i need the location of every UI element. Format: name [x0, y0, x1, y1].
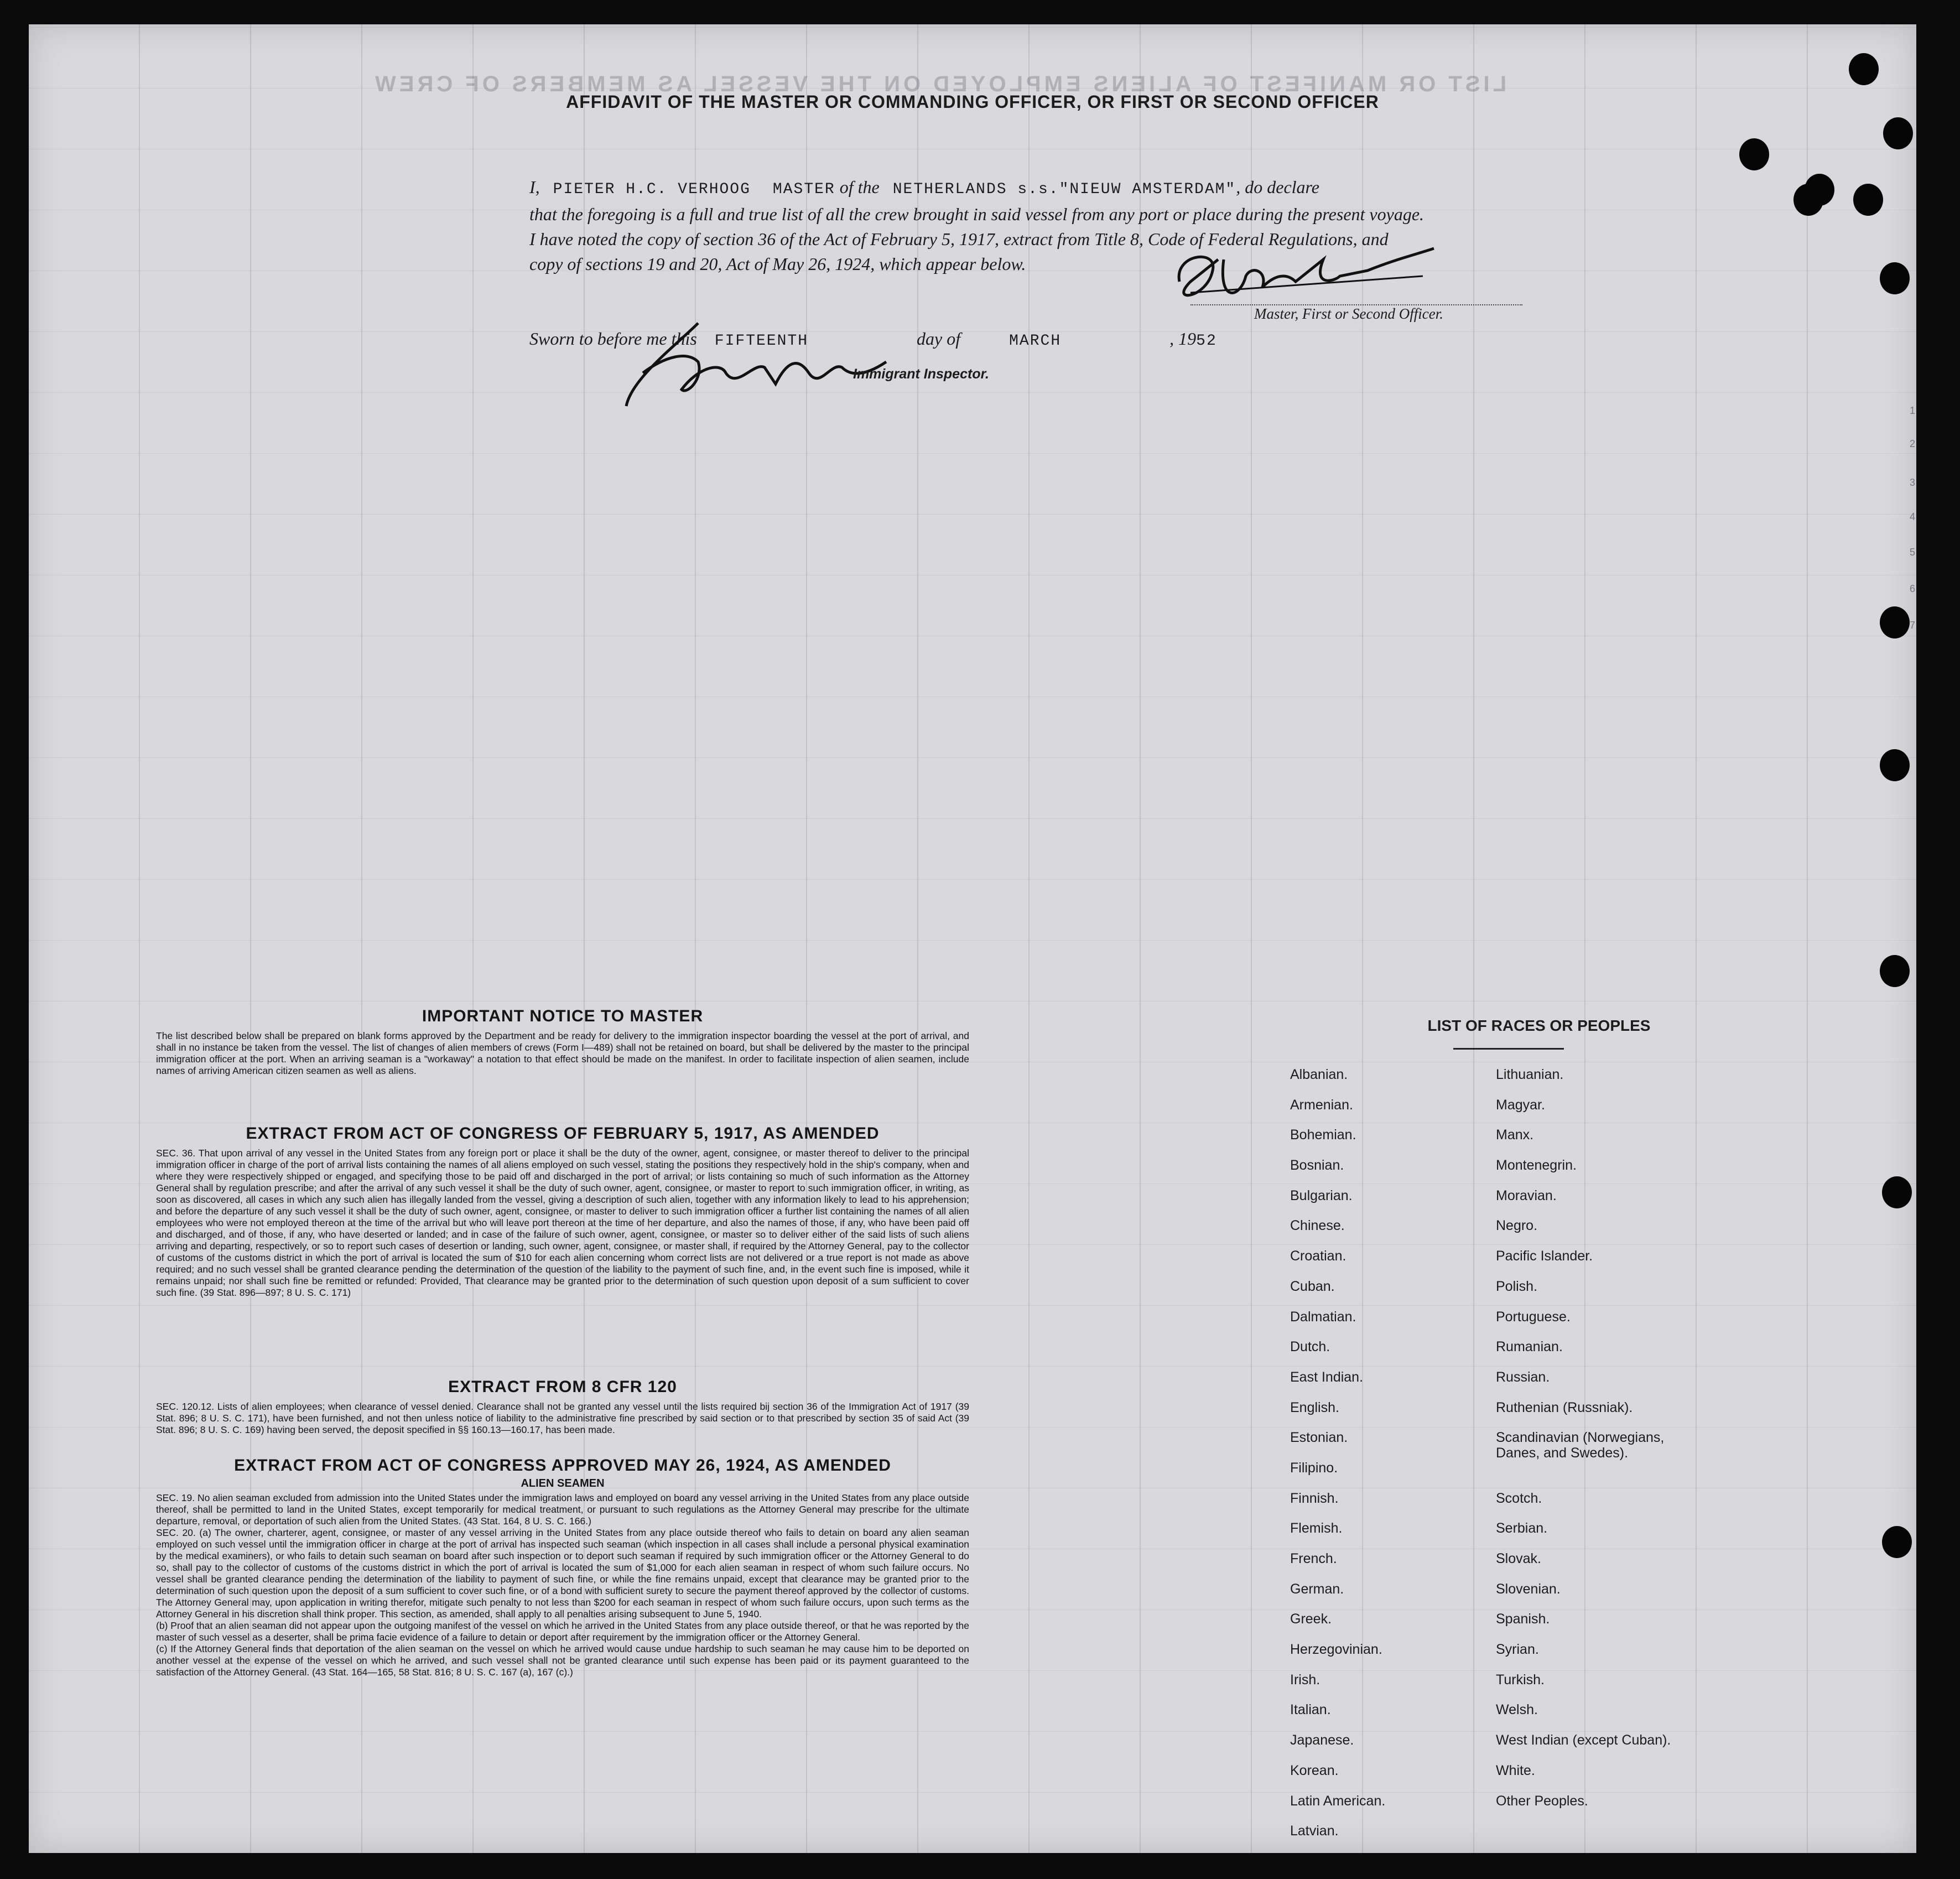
- race-item: Bulgarian.: [1290, 1187, 1353, 1203]
- extract-1924-subtitle: ALIEN SEAMEN: [521, 1477, 605, 1489]
- extract-cfr-title: EXTRACT FROM 8 CFR 120: [448, 1378, 677, 1396]
- race-item: Slovak.: [1496, 1551, 1541, 1566]
- punch-hole: [1739, 138, 1769, 170]
- year-prefix: , 19: [1169, 329, 1197, 349]
- race-item: Pacific Islander.: [1496, 1248, 1593, 1264]
- race-item: Flemish.: [1290, 1520, 1343, 1537]
- race-item: Russian.: [1496, 1369, 1550, 1385]
- extract-1917-body: SEC. 36. That upon arrival of any vessel in the United States from any foreign port or place it shall be the duty of the owner, agent, consignee, or master thereof to deliver to the principal immigration officer in charge of the port of arrival lists containing the names of all aliens employed on such vessel, stating the positions they respectively hold in the ship's company, when and where they were respectively shipped or engaged, and specifying those to be paid off and discharged in the port of arrival; or lists containing so much of such information as the Attorney General shall by regulation prescribe; and after the arrival of any such vessel it shall be the duty of such owner, agent, consignee, or master to report to such immigration officer, in writing, as soon as discovered, all cases in which any such alien has illegally landed from the vessel, giving a description of such alien, together with any information likely to lead to his apprehension; and before the departure of any such vessel it shall be the duty of such owner, agent, consignee, or master to deliver to such immigration officer a further list containing the names of all alien employees who were not employed thereon at the time of the arrival but who will leave port thereon at the time of her departure, and also the names of those, if any, who have been paid off and discharged, and of those, if any, who have deserted or landed; and in case of the failure of such owner, agent, consignee, or master so to deliver either of the said lists of such aliens arriving and departing, respectively, or so to report such cases of desertion or landing, such owner, agent, consignee, or master shall, if required by the Attorney General, pay to the collector of customs of the customs district in which the port of arrival is located the sum of $10 for each alien concerning whom correct lists are not delivered or a true report is not made as above required; and no such vessel shall be granted clearance pending the determination of the question of the liability to the payment of such fine, and, in the event such fine is imposed, while it remains unpaid; nor shall such fine be remitted or refunded: Provided, That clearance may be granted prior to the determination of such question upon deposit of a sum sufficient to cover such fine. (39 Stat. 896—897; 8 U. S. C. 171): [156, 1148, 969, 1298]
- races-right-column: [1496, 1067, 1671, 1823]
- extract-1924-sec20c: (c) If the Attorney General finds that deportation of the alien seaman on the vessel on which he arrived would cause undue hardship to such seaman he may cause him to be deported on another vessel at the expense of the vessel on which he arrived, and such vessel shall not be granted clearance until such expense has been paid or its payment guaranteed to the satisfaction of the Attorney General. (43 Stat. 164—165, 58 Stat. 816; 8 U. S. C. 167 (a), 167 (c).): [156, 1643, 969, 1678]
- inspector-caption: Immigrant Inspector.: [853, 366, 989, 382]
- extract-1924-sec20b: (b) Proof that an alien seaman did not appear upon the outgoing manifest of the vessel on which he arrived in the United States from any place outside thereof, or that he was reported by the master of such vessel as a deserter, shall be prima facie evidence of a failure to detain or deport after requirement by the immigration officer or the Attorney General.: [156, 1620, 969, 1643]
- race-item: Latin American.: [1290, 1793, 1386, 1809]
- races-title: LIST OF RACES OR PEOPLES: [1427, 1017, 1651, 1034]
- punch-hole: [1883, 117, 1913, 149]
- race-item: Magyar.: [1496, 1097, 1545, 1113]
- race-item: Filipino.: [1290, 1460, 1338, 1476]
- race-item: Chinese.: [1290, 1218, 1345, 1234]
- race-item: Welsh.: [1496, 1702, 1538, 1718]
- races-rule: [1453, 1048, 1564, 1050]
- race-item: Greek.: [1290, 1611, 1332, 1627]
- sworn-year: 52: [1196, 333, 1217, 350]
- declare-suffix: , do declare: [1236, 177, 1319, 197]
- punch-hole: [1853, 184, 1883, 216]
- sworn-month: MARCH: [1009, 333, 1062, 350]
- row-number: 5: [1910, 547, 1916, 558]
- race-item: Korean.: [1290, 1762, 1339, 1778]
- punch-hole: [1849, 53, 1879, 85]
- race-item: Manx.: [1496, 1127, 1534, 1143]
- notice-body: The list described below shall be prepared on blank forms approved by the Department and be ready for delivery to the immigration inspector boarding the vessel at the port of arrival, and shall in no instance be taken from the vessel. The list of changes of alien members of crews (Form I—489) shall not be retained on board, but shall be delivered by the master to the principal immigration officer at the port. When an arriving seaman is a "workaway" a notation to that effect should be made on the manifest. In order to facilitate inspection of alien seamen, include names of arriving American citizen seamen as well as aliens.: [156, 1030, 969, 1076]
- extract-1924: [156, 1456, 969, 1678]
- race-item: Montenegrin.: [1496, 1157, 1577, 1174]
- punch-hole: [1882, 1176, 1912, 1208]
- race-item: Scotch.: [1496, 1490, 1542, 1506]
- punch-hole: [1880, 749, 1910, 781]
- race-item: Herzegovinian.: [1290, 1642, 1382, 1658]
- race-item: Bohemian.: [1290, 1127, 1356, 1143]
- punch-hole: [1880, 955, 1910, 987]
- race-item: Dalmatian.: [1290, 1309, 1356, 1325]
- sworn-prefix: Sworn to before me this: [529, 329, 697, 349]
- race-item: Japanese.: [1290, 1732, 1354, 1748]
- extract-1924-sec19: SEC. 19. No alien seaman excluded from admission into the United States under the immigration laws and employed on board any vessel arriving in the United States from any place outside thereof, shall be permitted to land in the United States, except temporarily for medical treatment, or pursuant to such regulations as the Attorney General may prescribe for the ultimate departure, removal, or deportation of such alien from the United States. (43 Stat. 164, 8 U. S. C. 166.): [156, 1492, 969, 1527]
- race-item: Polish.: [1496, 1278, 1538, 1294]
- affidavit-line-4: copy of sections 19 and 20, Act of May 26, 1924, which appear below.: [529, 254, 1026, 274]
- row-number: 1: [1910, 405, 1916, 416]
- master-name: PIETER H.C. VERHOOG: [553, 181, 751, 198]
- extract-1917-title: EXTRACT FROM ACT OF CONGRESS OF FEBRUARY 5, 1917, AS AMENDED: [246, 1124, 880, 1143]
- race-item: Spanish.: [1496, 1611, 1550, 1627]
- extract-cfr: [156, 1378, 969, 1436]
- race-item: German.: [1290, 1581, 1344, 1597]
- race-item: Armenian.: [1290, 1097, 1353, 1113]
- race-item: Ruthenian (Russniak).: [1496, 1399, 1633, 1415]
- race-item: Other Peoples.: [1496, 1793, 1588, 1809]
- race-item: West Indian (except Cuban).: [1496, 1732, 1671, 1748]
- race-item: Turkish.: [1496, 1672, 1545, 1688]
- notice-title: IMPORTANT NOTICE TO MASTER: [422, 1007, 704, 1025]
- bleed-through-header: LIST OR MANIFEST OF ALIENS EMPLOYED ON THE VESSEL AS MEMBERS OF CREW: [372, 72, 1507, 96]
- affidavit-title: AFFIDAVIT OF THE MASTER OR COMMANDING OFFICER, OR FIRST OR SECOND OFFICER: [566, 92, 1379, 112]
- declaration-line: [529, 175, 1542, 202]
- race-item: Irish.: [1290, 1672, 1320, 1688]
- race-item: [1496, 1460, 1671, 1491]
- race-item: Lithuanian.: [1496, 1067, 1564, 1082]
- race-item: Rumanian.: [1496, 1339, 1563, 1355]
- extract-1917: [156, 1124, 969, 1299]
- document-page: [29, 24, 1916, 1853]
- races-left-column: [1290, 1067, 1385, 1853]
- affidavit-line-2: that the foregoing is a full and true list of all the crew brought in said vessel from any port or place during the present voyage.: [529, 204, 1424, 224]
- of-the-label: of the: [839, 177, 880, 197]
- sworn-day: FIFTEENTH: [714, 333, 809, 350]
- extract-cfr-body: SEC. 120.12. Lists of alien employees; when clearance of vessel denied. Clearance shall not be granted any vessel until the lists required bij section 36 of the Immigration Act of 1917 (39 Stat. 896; 8 U. S. C. 171), have been furnished, and not then unless notice of liability to the administrative fine prescribed by said section or to that prescribed by section 35 of said Act (39 Stat. 896; 8 U. S. C. 169) having been served, the deposit specified in §§ 160.13—160.17, has been made.: [156, 1401, 969, 1435]
- extract-1924-sec20a: SEC. 20. (a) The owner, charterer, agent, consignee, or master of any vessel arriving in the United States from any place outside thereof who fails to detain on board any alien seaman employed on such vessel until the immigration officer in charge at the port of arrival has inspected such seaman (which inspection in all cases shall include a personal physical examination by the medical examiners), or who fails to detain such seaman on board after such inspection or to deport such seaman if required by such immigration officer or the Attorney General to do so, shall pay to the collector of customs of the customs district in which the port of arrival is located the sum of $1,000 for each alien seaman in respect of whom such failure occurs. No vessel shall be granted clearance pending the determination of the liability to payment of such fine, or while the fine remains unpaid, except that clearance may be granted prior to the determination of such question upon the deposit of a sum sufficient to cover such fine, or of a bond with sufficient surety to secure the payment thereof approved by the collector of customs. The Attorney General may, upon application in writing therefor, mitigate such penalty to not less than $200 for each seaman in respect of whom such failure occurs, upon such terms as the Attorney General in his discretion shall think proper. This section, as amended, shall apply to all penalties arising subsequent to June 5, 1940.: [156, 1527, 969, 1620]
- race-item: Estonian.: [1290, 1430, 1348, 1446]
- race-item: Bosnian.: [1290, 1157, 1344, 1174]
- punch-hole: [1882, 1526, 1912, 1558]
- row-number: 2: [1910, 438, 1916, 449]
- important-notice: [156, 1007, 969, 1077]
- day-of-label: day of: [917, 329, 961, 349]
- punch-hole: [1793, 184, 1823, 216]
- race-item: Scandinavian (Norwegians, Danes, and Swedes).: [1496, 1430, 1665, 1461]
- row-number: 3: [1910, 477, 1916, 488]
- race-item: English.: [1290, 1399, 1339, 1415]
- race-item: Moravian.: [1496, 1187, 1557, 1203]
- race-item: White.: [1496, 1762, 1535, 1778]
- punch-hole: [1880, 262, 1910, 294]
- race-item: Cuban.: [1290, 1278, 1335, 1294]
- race-item: Finnish.: [1290, 1490, 1339, 1506]
- row-number: 6: [1910, 583, 1916, 594]
- row-number: 7: [1910, 620, 1916, 631]
- row-number: 4: [1910, 511, 1916, 522]
- race-item: Albanian.: [1290, 1067, 1348, 1082]
- race-item: East Indian.: [1290, 1369, 1364, 1385]
- race-item: Italian.: [1290, 1702, 1331, 1718]
- race-item: Dutch.: [1290, 1339, 1330, 1355]
- race-item: Croatian.: [1290, 1248, 1346, 1264]
- race-item: French.: [1290, 1551, 1337, 1566]
- vessel-name: NETHERLANDS s.s."NIEUW AMSTERDAM": [892, 181, 1236, 198]
- punch-hole: [1880, 606, 1910, 639]
- signature-caption: Master, First or Second Officer.: [1254, 305, 1443, 322]
- race-item: Negro.: [1496, 1218, 1538, 1234]
- race-item: Serbian.: [1496, 1520, 1548, 1537]
- affidavit-line-3: I have noted the copy of section 36 of the Act of February 5, 1917, extract from Title 8, Code of Federal Regulations, and: [529, 229, 1389, 249]
- extract-1924-title: EXTRACT FROM ACT OF CONGRESS APPROVED MAY 26, 1924, AS AMENDED: [234, 1456, 891, 1475]
- race-item: Latvian.: [1290, 1823, 1339, 1839]
- declare-prefix: I,: [529, 177, 540, 197]
- race-item: Syrian.: [1496, 1642, 1539, 1658]
- race-item: Slovenian.: [1496, 1581, 1561, 1597]
- race-item: Portuguese.: [1496, 1309, 1571, 1325]
- master-rank: MASTER: [772, 181, 835, 198]
